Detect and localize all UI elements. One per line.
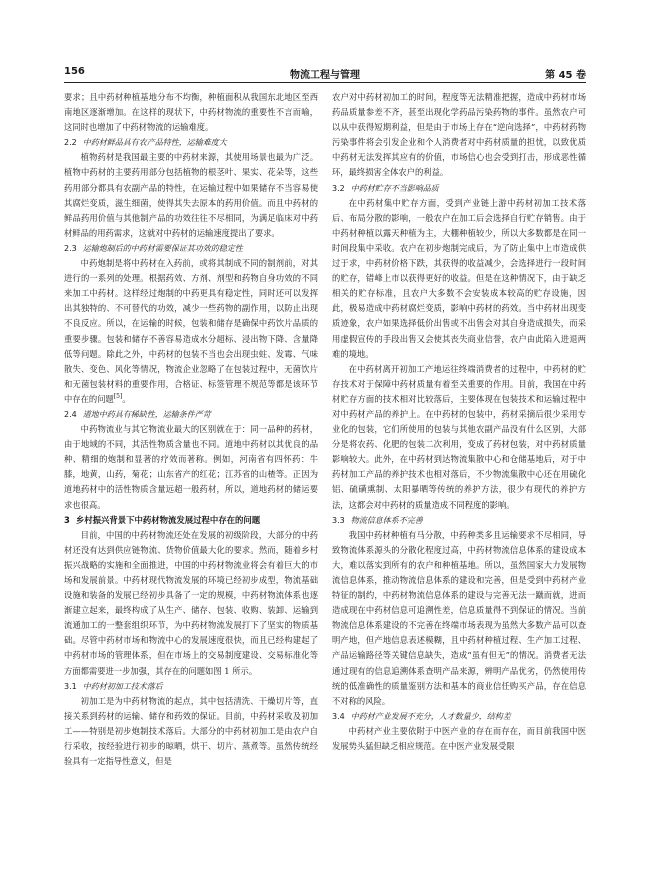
subsection-heading [64, 679, 318, 694]
body-paragraph: 植物药材是我国最主要的中药材来源，其使用场景也最为广泛。植物中药材的主要药用部分包括植物的根茎叶、果实、花朵等，这些药用部分都具有农副产品的特性，在运输过程中如果储存不当容易使其腐烂变质，滋生细菌，使得其失去原本的药用价值。而且中药材的鲜品药用价值与其他制产品的功效往往不尽相同，为满足临床对中药材鲜品的用药需求，这就对中药材的运输速度提出了要求。 [64, 152, 318, 238]
heading-number: 3.1 [64, 681, 77, 691]
body-paragraph: 农户对中药材初加工的时间，程度等无法精准把握，造成中药材市场药品质量参差不齐，甚至出现化学药品污染药物的事件。虽然农户可以从中获得短期利益，但是由于市场上存在“逆向选择”，中药材药物污染事件将会引发企业和个人消费者对中药材质量的担忧，以致优质中药材无法发挥其应有的价值，市场信心也会受到打击，形成恶性循环，最终损害全体农户的利益。 [332, 92, 586, 178]
heading-title: 中药材产业发展不充分，人才数量少，结构差 [350, 711, 511, 721]
header-rule [64, 82, 586, 83]
left-column [64, 90, 318, 860]
heading-number: 2.2 [64, 138, 77, 148]
body-paragraph: 中药炮制是将中药材在入药前，或将其制成不同的制剂前，对其进行的一系列的处理。根据药效、方剂、剂型和药物自身功效的不同来加工中药材。这样经过炮制的中药更具有稳定性，同时还可以发挥出其独特的、不可替代的功效，减少一些药物的副作用，以防止出现不良反应。所以，在运输的时候，包装和储存是确保中药饮片品质的重要步骤。包装和储存不善容易造成水分超标、浸出物下降、含量降低等问题。除此之外，中药材的包装不当也会出现虫蛀、发霉、气味散失、变色、风化等情况，物流企业忽略了在包装过程中，无菌饮片和无菌包装材料的重要作用，合格证、标签管理不规范等都是该环节中存在的问题[5]。 [64, 258, 318, 404]
heading-number: 3.3 [332, 515, 345, 525]
subsection-heading [64, 407, 318, 422]
body-paragraph: 中药物流业与其它物流业最大的区别就在于：同一品种的药材，由于地域的不同，其活性物质含量也不同。道地中药材以其优良的品种、精细的炮制和显著的疗效而著称。例如，河南省有四怀药：牛膝，地黄，山药，菊花；山东省产的红花；江苏省的山楂等。正因为道地药材中的活性物质含量远超一般药材，所以，道地药材的储运要求也很高。 [64, 424, 318, 510]
subsection-heading [332, 709, 586, 724]
heading-title: 道地中药具有稀缺性，运输条件严苛 [82, 409, 211, 419]
body-paragraph: 目前，中国的中药材物流还处在发展的初级阶段，大部分的中药材还没有达到供应链物流、货物价值最大化的要求。然而，随着乡村振兴战略的实施和全面推进，中国的中药材物流业将会有着巨大的市场和发展前景。中药材现代物流发展的环境已经初步成型，物流基础设施和装备的发展已经初步具备了一定的规模，中药材物流体系也逐渐建立起来，最终构成了从生产、储存、包装、收购、装卸、运输到流通加工的一整套组织环节，为中药材物流发展打下了坚实的物质基础。尽管中药材市场和物流中心的发展速度很快，而且已经构建起了中药材市场的管理体系，但在市场上的交易制度建设、交易标准化等方面都需要进一步加强，其存在的问题如图 1 所示。 [64, 529, 318, 676]
heading-number: 3 [64, 514, 70, 525]
running-header [64, 66, 586, 82]
citation-mark: [5] [113, 393, 123, 401]
heading-title: 物流信息体系不完善 [350, 515, 423, 525]
subsection-heading [64, 241, 318, 256]
heading-number: 2.4 [64, 409, 77, 419]
body-paragraph: 在中药材离开初加工产地运往终端消费者的过程中，中药材的贮存技术对于保障中药材质量有着至关重要的作用。目前，我国在中药材贮存方面的技术相对比较落后，主要体现在包装技术和运输过程中对中药材产品的养护上。在中药材的包装中，药材采摘后很少采用专业化的包装，它们所使用的包装与其他农副产品没有什么区别，大部分是将农药、化肥的包装二次利用，变成了药材包装，对中药材质量影响较大。此外，在中药材到达物流集散中心和仓储基地后，对于中药材加工产品的养护技术也相对落后，不少物流集散中心还在用硫化铝、硫磺熏制、太阳暴晒等传统的养护方法，很少有现代的养护方法，这都会对中药材的质量造成不同程度的影响。 [332, 363, 586, 510]
page-number: 156 [64, 66, 85, 77]
volume-label: 第 45 卷 [545, 70, 586, 81]
heading-number: 2.3 [64, 243, 77, 253]
body-paragraph: 中药材产业主要依附于中医产业的存在而存在，而目前我国中医发展势头猛但缺乏相应规范。在中医产业发展受限 [332, 725, 586, 752]
heading-title: 运输炮制后的中药材需要保证其功效的稳定性 [82, 243, 243, 253]
section-heading [64, 513, 318, 528]
body-paragraph: 我国中药材种植有马分散，中药种类多且运输要求不尽相同，导致物流体系源头的分散化程度过高，中药材物流信息体系的建设成本大，难以落实到所有的农户和种植基地。所以，虽然国家大力发展物流信息体系，推动物流信息体系的建设和完善，但是受到中药材产业特征的制约，中药材物流信息体系的建设与完善无法一蹴而就，进而造成现在中药材信息可追溯性差，信息质量得不到保证的情况。当前物流信息体系建设的不完善在终端市场表现为虽然大多数产品可以查明产地，但产地信息表述模糊，且中药材种植过程、生产加工过程、产品运输路径等关键信息缺失，造成“虽有但无”的情况。消费者无法通过现有的信息追溯体系查明产品来源，辨明产品优劣，仍然使用传统的低准确性的质量鉴别方法和基本的商业信任购买产品，存在信息不对称的风险。 [332, 529, 586, 706]
body-paragraph: 要求；且中药材种植基地分布不均衡，种植面积从我国东北地区至西南地区逐渐增加。在这样的现状下，中药材物流的重要性不言而喻，这同时也增加了中药材物流的运输难度。 [64, 92, 318, 133]
body-paragraph: 在中药材集中贮存方面，受到产业链上游中药材初加工技术落后、布局分散的影响，一般农户在加工后会选择自行贮存销售。由于中药材种植以露天种植为主，大棚种植较少，所以大多数都是在同一时间段集中采收。农户在初步炮制完成后，为了防止集中上市造成供过于求，中药材价格下跌，其获得的收益减少，会选择进行一段时间的贮存，错峰上市以获得更好的收益。但是在这种情况下，由于缺乏相关的贮存标准，且农户大多数不会安装成本较高的贮存设施，因此，极易造成中药材腐烂变质，影响中药材的药效。当中药材出现变质迹象，农户如果选择低价出售或不出售会对其自身造成损失，而采用虚假宣传的手段出售又会使其丧失商业信誉，农户由此陷入进退两难的境地。 [332, 197, 586, 359]
heading-number: 3.4 [332, 711, 345, 721]
right-column [332, 90, 586, 860]
heading-title: 中药材贮存不当影响品质 [350, 183, 439, 193]
subsection-heading [332, 513, 586, 528]
heading-title: 中药材初加工技术落后 [82, 681, 163, 691]
heading-number: 3.2 [332, 183, 345, 193]
heading-title: 乡村振兴背景下中药材物流发展过程中存在的问题 [75, 514, 261, 525]
heading-title: 中药材鲜品具有农产品特性，运输难度大 [82, 138, 227, 148]
subsection-heading [332, 181, 586, 196]
body-paragraph: 初加工是为中药材物流的起点，其中包括清洗、干燥切片等，直接关系到药材的运输、储存和药效的保证。目前，中药材采收及初加工——特别是初步炮制技术落后。大部分的中药材初加工是由农户自行采收，按经验进行初步的晾晒，烘干、切片、蒸煮等。虽然传统经验具有一定指导性意义，但是 [64, 695, 318, 767]
subsection-heading [64, 135, 318, 150]
journal-name: 物流工程与管理 [290, 70, 360, 81]
